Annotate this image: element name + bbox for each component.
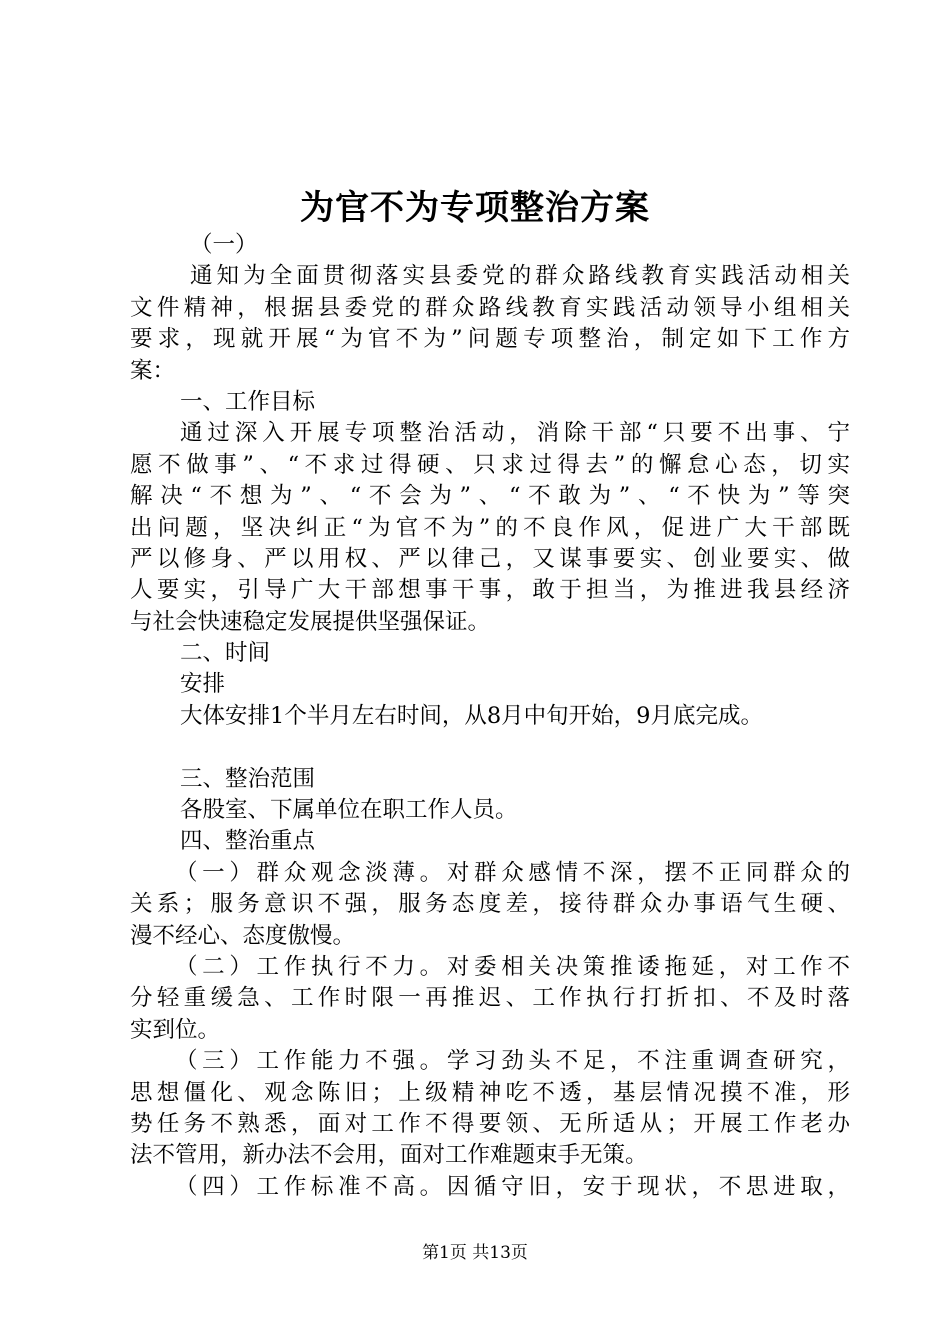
section-heading-time: 二、时间 <box>180 640 271 667</box>
section-subheading: （一） <box>190 232 258 258</box>
intro-line: 案： <box>130 357 176 384</box>
blank-line <box>130 732 850 763</box>
goals-line: 愿不做事”、“不求过得硬、只求过得去”的懈怠心态，切实 <box>130 451 850 478</box>
intro-line: 要求，现就开展“为官不为”问题专项整治，制定如下工作方 <box>130 326 850 353</box>
focus-item-line: （四）工作标准不高。因循守旧，安于现状，不思进取， <box>175 1173 850 1200</box>
focus-item-line: 漫不经心、态度傲慢。 <box>130 922 356 949</box>
section-heading-focus: 四、整治重点 <box>180 828 316 855</box>
goals-line: 严以修身、严以用权、严以律己，又谋事要实、创业要实、做 <box>130 545 850 572</box>
document-body <box>130 230 850 1203</box>
intro-line: 文件精神，根据县委党的群众路线教育实践活动领导小组相关 <box>130 294 850 321</box>
document-title: 为官不为专项整治方案 <box>300 188 650 228</box>
section-heading-goals: 一、工作目标 <box>180 388 316 415</box>
time-line: 大体安排1个半月左右时间，从8月中旬开始，9月底完成。 <box>180 702 763 729</box>
goals-line: 与社会快速稳定发展提供坚强保证。 <box>130 608 491 635</box>
focus-item-line: （二）工作执行不力。对委相关决策推诿拖延，对工作不 <box>175 953 850 980</box>
intro-line: 通知为全面贯彻落实县委党的群众路线教育实践活动相关 <box>190 263 850 290</box>
goals-line: 人要实，引导广大干部想事干事，敢于担当，为推进我县经济 <box>130 577 850 604</box>
scope-line: 各股室、下属单位在职工作人员。 <box>180 797 518 824</box>
focus-item-line: 分轻重缓急、工作时限一再推迟、工作执行打折扣、不及时落 <box>130 985 850 1012</box>
goals-line: 解决“不想为”、“不会为”、“不敢为”、“不快为”等突 <box>130 483 850 510</box>
focus-item-line: 关系；服务意识不强，服务态度差，接待群众办事语气生硬、 <box>130 891 850 918</box>
focus-item-line: 势任务不熟悉，面对工作不得要领、无所适从；开展工作老办 <box>130 1110 850 1137</box>
goals-line: 出问题，坚决纠正“为官不为”的不良作风，促进广大干部既 <box>130 514 850 541</box>
goals-line: 通过深入开展专项整治活动，消除干部“只要不出事、宁 <box>180 420 850 447</box>
focus-item-line: （三）工作能力不强。学习劲头不足，不注重调查研究， <box>175 1048 850 1075</box>
section-heading-scope: 三、整治范围 <box>180 765 316 792</box>
focus-item-line: 法不管用，新办法不会用，面对工作难题束手无策。 <box>130 1142 648 1169</box>
page-footer: 第1页 共13页 <box>422 1243 528 1263</box>
focus-item-line: 实到位。 <box>130 1016 221 1043</box>
focus-item-line: （一）群众观念淡薄。对群众感情不深，摆不正同群众的 <box>175 859 850 886</box>
time-subheading: 安排 <box>180 671 226 698</box>
focus-item-line: 思想僵化、观念陈旧；上级精神吃不透，基层情况摸不准，形 <box>130 1079 850 1106</box>
